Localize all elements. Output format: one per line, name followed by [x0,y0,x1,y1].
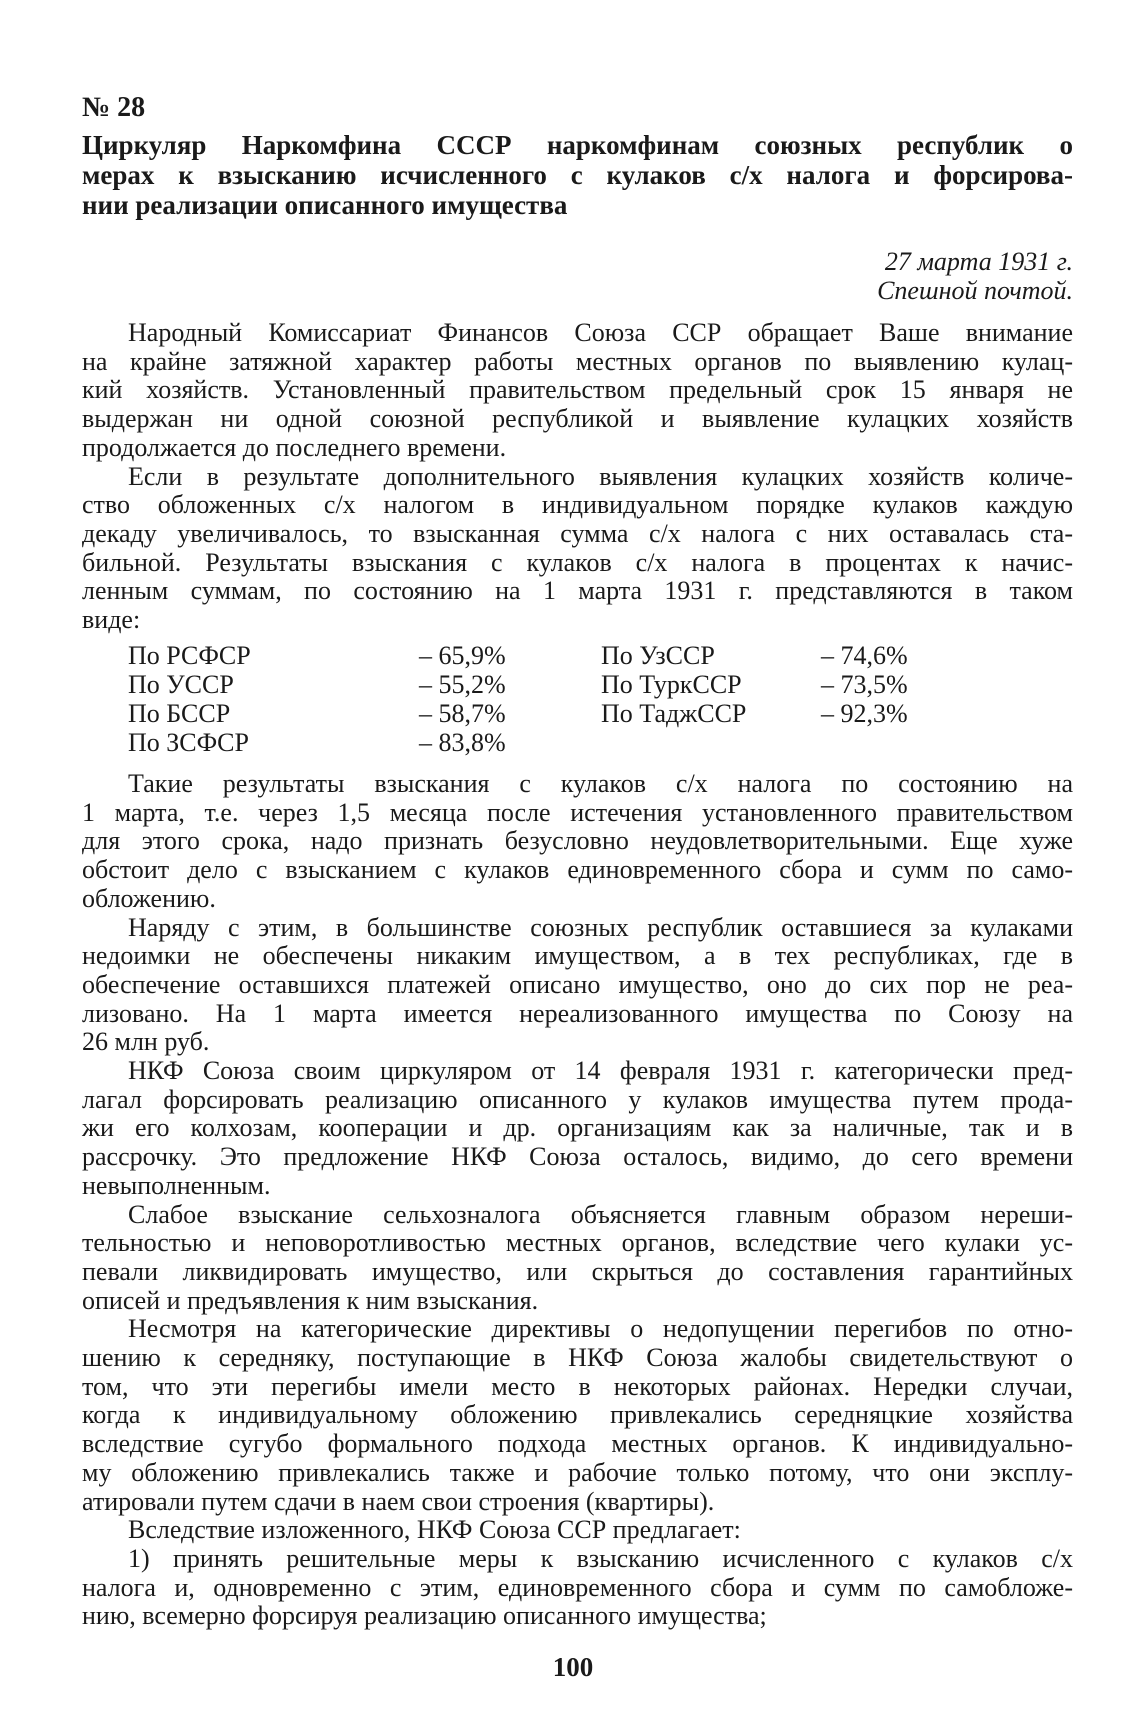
text-line: налога и, одновременно с этим, единовременного сбора и сумм по самобложе- [82,1572,1073,1602]
text-line: рассрочку. Это предложение НКФ Союза осталось, видимо, до сего времени [82,1142,1073,1172]
text-line: тельностью и неповоротливостью местных органов, вследствие чего кулаки ус- [82,1228,1073,1258]
text-line: лизовано. На 1 марта имеется нереализованного имущества по Союзу на [82,998,1073,1028]
text-line: Народный Комиссариат Финансов Союза ССР обращает Ваше внимание [128,318,1073,347]
document-title [82,130,1073,220]
text-line: шению к середняку, поступающие в НКФ Союза жалобы свидетельствуют о [82,1343,1073,1373]
republic-label: По УССР [128,670,234,699]
republic-label: По ТуркССР [601,670,742,699]
percent-value: – 74,6% [821,641,908,670]
text-line: обеспечение оставшихся платежей описано имущество, оно до сих пор не реа- [82,969,1073,999]
text-line: 1 марта, т.е. через 1,5 месяца после истечения установленного правительством [82,797,1073,827]
percent-value: – 55,2% [419,670,506,699]
text-line: Вследствие изложенного, НКФ Союза ССР предлагает: [128,1515,741,1545]
percent-value: – 58,7% [419,699,506,728]
text-line: том, что эти перегибы имели место в некоторых районах. Нередки случаи, [82,1371,1073,1401]
text-line: выдержан ни одной союзной республикой и выявление кулацких хозяйств [82,404,1073,434]
title-line: Циркуляр Наркомфина СССР наркомфинам союзных республик о [82,130,1073,160]
republic-label: По РСФСР [128,641,251,670]
body-text-part-1 [82,319,1073,635]
text-line: атировали путем сдачи в наем свои строения (квартиры). [82,1486,715,1516]
text-line: певали ликвидировать имущество, или скрыться до составления гарантийных [82,1256,1073,1286]
percent-value: – 92,3% [821,699,908,728]
text-line: НКФ Союза своим циркуляром от 14 февраля 1931 г. категорически пред- [128,1056,1073,1086]
text-line: Несмотря на категорические директивы о недопущении перегибов по отно- [128,1314,1073,1344]
text-line: ленным суммам, по состоянию на 1 марта 1931 г. представляются в таком [82,576,1073,606]
republic-label: По ЗСФСР [128,728,249,757]
text-line: ство обложенных с/х налогом в индивидуальном порядке кулаков каждую [82,490,1073,520]
percent-value: – 73,5% [821,670,908,699]
results-table [82,641,1073,757]
title-line: нии реализации описанного имущества [82,190,568,220]
text-line: Если в результате дополнительного выявления кулацких хозяйств количе- [128,461,1073,491]
body-text-part-2 [82,770,1073,1631]
text-line: продолжается до последнего времени. [82,432,507,462]
text-line: для этого срока, надо признать безусловно неудовлетворительными. Еще хуже [82,826,1073,856]
text-line: декаду увеличивалось, то взысканная сумма с/х налога с них оставалась ста- [82,518,1073,548]
text-line: жи его колхозам, кооперации и др. организациям как за наличные, так и в [82,1113,1073,1143]
text-line: бильной. Результаты взыскания с кулаков с/х налога в процентах к начис- [82,547,1073,577]
date-block [877,247,1073,305]
republic-label: По БССР [128,699,231,728]
republic-label: По ТаджССР [601,699,747,728]
republic-label: По УзССР [601,641,715,670]
text-line: вследствие сугубо формального подхода местных органов. К индивидуально- [82,1429,1073,1459]
text-line: Слабое взыскание сельхозналога объясняется главным образом нереши- [128,1199,1073,1229]
document-number: № 28 [82,92,146,123]
table-row [82,641,1073,670]
text-line: невыполненным. [82,1170,271,1200]
table-row [82,728,1073,757]
table-row [82,670,1073,699]
text-line: кий хозяйств. Установленный правительством предельный срок 15 января не [82,375,1073,405]
delivery-note: Спешной почтой. [877,276,1073,305]
title-line: мерах к взысканию исчисленного с кулаков с/х налога и форсирова- [82,160,1073,190]
text-line: когда к индивидуальному обложению привлекались середняцкие хозяйства [82,1400,1073,1430]
percent-value: – 65,9% [419,641,506,670]
text-line: Такие результаты взыскания с кулаков с/х налога по состоянию на [128,769,1073,798]
text-line: на крайне затяжной характер работы местных органов по выявлению кулац- [82,346,1073,376]
table-row [82,699,1073,728]
text-line: описей и предъявления к ним взыскания. [82,1285,539,1315]
text-line: лагал форсировать реализацию описанного у кулаков имущества путем прода- [82,1084,1073,1114]
text-line: 26 млн руб. [82,1027,210,1057]
text-line: обстоит дело с взысканием с кулаков единовременного сбора и сумм по само- [82,855,1073,885]
text-line: виде: [82,605,141,635]
text-line: недоимки не обеспечены никаким имуществом, а в тех республиках, где в [82,941,1073,971]
text-line: нию, всемерно форсируя реализацию описанного имущества; [82,1601,767,1631]
text-line: обложению. [82,883,216,913]
text-line: 1) принять решительные меры к взысканию исчисленного с кулаков с/х [128,1543,1073,1573]
document-date: 27 марта 1931 г. [884,247,1073,276]
page-number: 100 [552,1652,594,1682]
text-line: Наряду с этим, в большинстве союзных республик оставшиеся за кулаками [128,912,1073,942]
text-line: му обложению привлекались также и рабочие только потому, что они эксплу- [82,1457,1073,1487]
percent-value: – 83,8% [419,728,506,757]
